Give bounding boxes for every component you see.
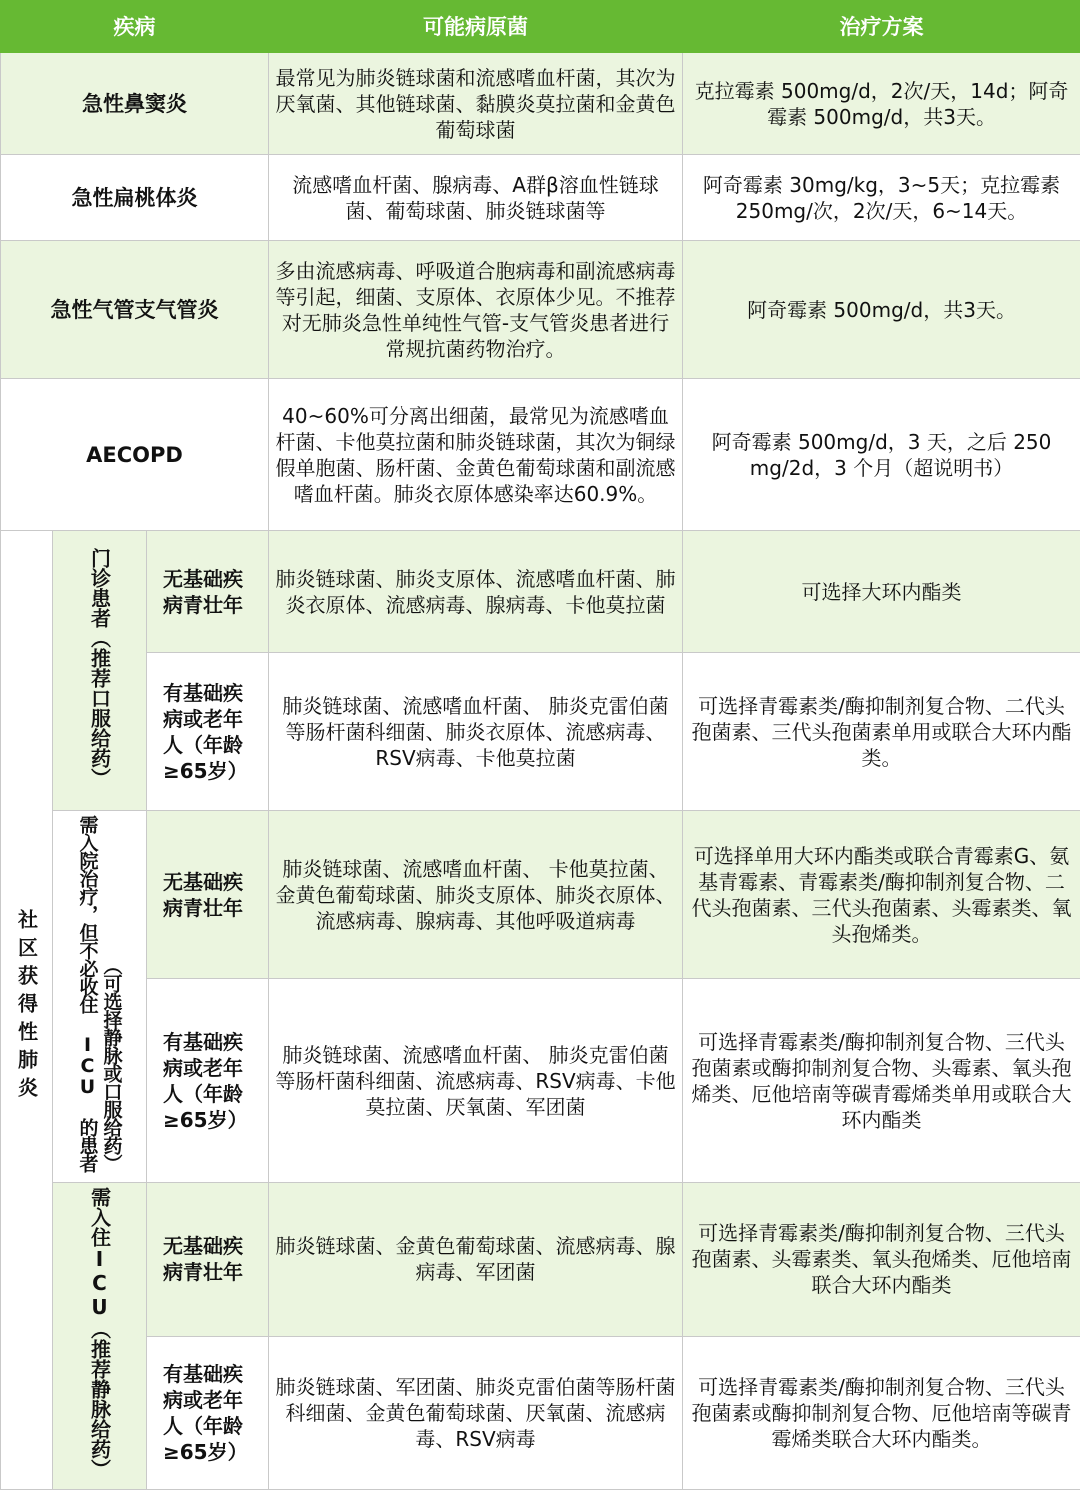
treatment-cell: 可选择青霉素类/酶抑制剂复合物、三代头孢菌素或酶抑制剂复合物、厄他培南等碳青霉烯类联合大环内酯类。 [683,1336,1080,1490]
treatment-cell: 可选择单用大环内酯类或联合青霉素G、氨基青霉素、青霉素类/酶抑制剂复合物、二代头孢菌素、三代头孢菌素、头霉素类、氧头孢烯类。 [683,811,1080,979]
treatment-cell: 可选择青霉素类/酶抑制剂复合物、三代头孢菌素或酶抑制剂复合物、头霉素、氧头孢烯类、厄他培南等碳青霉烯类单用或联合大环内酯类 [683,979,1080,1183]
table-row [1,379,1080,531]
pathogens-cell: 肺炎链球菌、流感嗜血杆菌、 肺炎克雷伯菌等肠杆菌科细菌、肺炎衣原体、流感病毒、RSV病毒、卡他莫拉菌 [269,653,683,811]
pathogens-cell: 肺炎链球菌、军团菌、肺炎克雷伯菌等肠杆菌科细菌、金黄色葡萄球菌、厌氧菌、流感病毒、RSV病毒 [269,1336,683,1490]
table-row [1,155,1080,241]
group-label-subtext: （可选择静脉或口服给药） [100,956,124,1172]
disease-name: AECOPD [1,379,269,531]
table-row [1,1183,1080,1337]
pathogens-cell: 多由流感病毒、呼吸道合胞病毒和副流感病毒等引起，细菌、支原体、衣原体少见。不推荐对无肺炎急性单纯性气管-支气管炎患者进行常规抗菌药物治疗。 [269,241,683,379]
pathogens-cell: 流感嗜血杆菌、腺病毒、A群β溶血性链球菌、葡萄球菌、肺炎链球菌等 [269,155,683,241]
treatment-cell: 可选择青霉素类/酶抑制剂复合物、二代头孢菌素、三代头孢菌素单用或联合大环内酯类。 [683,653,1080,811]
table-row [1,53,1080,155]
population-label: 有基础疾病或老年人（年龄≥65岁） [147,979,269,1183]
header-treatment: 治疗方案 [683,1,1080,53]
table-row [1,531,1080,653]
disease-name: 急性扁桃体炎 [1,155,269,241]
population-label: 无基础疾病青壮年 [147,1183,269,1337]
table-row [1,653,1080,811]
population-label: 无基础疾病青壮年 [147,811,269,979]
table-row [1,1336,1080,1490]
pathogens-cell: 肺炎链球菌、流感嗜血杆菌、 卡他莫拉菌、金黄色葡萄球菌、肺炎支原体、肺炎衣原体、流感病毒、腺病毒、其他呼吸道病毒 [269,811,683,979]
table-row [1,241,1080,379]
pathogens-cell: 最常见为肺炎链球菌和流感嗜血杆菌，其次为厌氧菌、其他链球菌、黏膜炎莫拉菌和金黄色葡萄球菌 [269,53,683,155]
cap-label-text: 社区获得性肺炎 [15,909,39,1105]
table-row [1,811,1080,979]
population-label: 有基础疾病或老年人（年龄≥65岁） [147,1336,269,1490]
table-row [1,979,1080,1183]
pathogens-cell: 肺炎链球菌、肺炎支原体、流感嗜血杆菌、肺炎衣原体、流感病毒、腺病毒、卡他莫拉菌 [269,531,683,653]
pathogens-cell: 40~60%可分离出细菌，最常见为流感嗜血杆菌、卡他莫拉菌和肺炎链球菌，其次为铜绿假单胞菌、肠杆菌、金黄色葡萄球菌和副流感嗜血杆菌。肺炎衣原体感染率达60.9%。 [269,379,683,531]
treatment-cell: 阿奇霉素 500mg/d，共3天。 [683,241,1080,379]
group-label-icu [53,1183,147,1490]
treatment-cell: 阿奇霉素 500mg/d，3 天，之后 250 mg/2d，3 个月（超说明书） [683,379,1080,531]
group-label-inpatient [53,811,147,1183]
population-label: 无基础疾病青壮年 [147,531,269,653]
group-label-text: 需入住ICU（推荐静脉给药） [88,1187,112,1479]
group-label-text: 门诊患者（推荐口服给药） [88,548,112,788]
treatment-cell: 阿奇霉素 30mg/kg，3~5天；克拉霉素 250mg/次，2次/天，6~14天。 [683,155,1080,241]
treatment-cell: 可选择大环内酯类 [683,531,1080,653]
group-label-outpatient [53,531,147,811]
disease-name: 急性鼻窦炎 [1,53,269,155]
header-disease: 疾病 [1,1,269,53]
population-label: 有基础疾病或老年人（年龄≥65岁） [147,653,269,811]
disease-name: 急性气管支气管炎 [1,241,269,379]
pathogens-cell: 肺炎链球菌、流感嗜血杆菌、 肺炎克雷伯菌等肠杆菌科细菌、流感病毒、RSV病毒、卡他莫拉菌、厌氧菌、军团菌 [269,979,683,1183]
treatment-cell: 可选择青霉素类/酶抑制剂复合物、三代头孢菌素、头霉素类、氧头孢烯类、厄他培南联合大环内酯类 [683,1183,1080,1337]
header-pathogens: 可能病原菌 [269,1,683,53]
group-label-text: 需入院治疗，但不必收住 ICU 的患者 [76,815,100,1172]
treatment-cell: 克拉霉素 500mg/d，2次/天，14d；阿奇霉素 500mg/d，共3天。 [683,53,1080,155]
pathogens-cell: 肺炎链球菌、金黄色葡萄球菌、流感病毒、腺病毒、军团菌 [269,1183,683,1337]
cap-label [1,531,53,1490]
